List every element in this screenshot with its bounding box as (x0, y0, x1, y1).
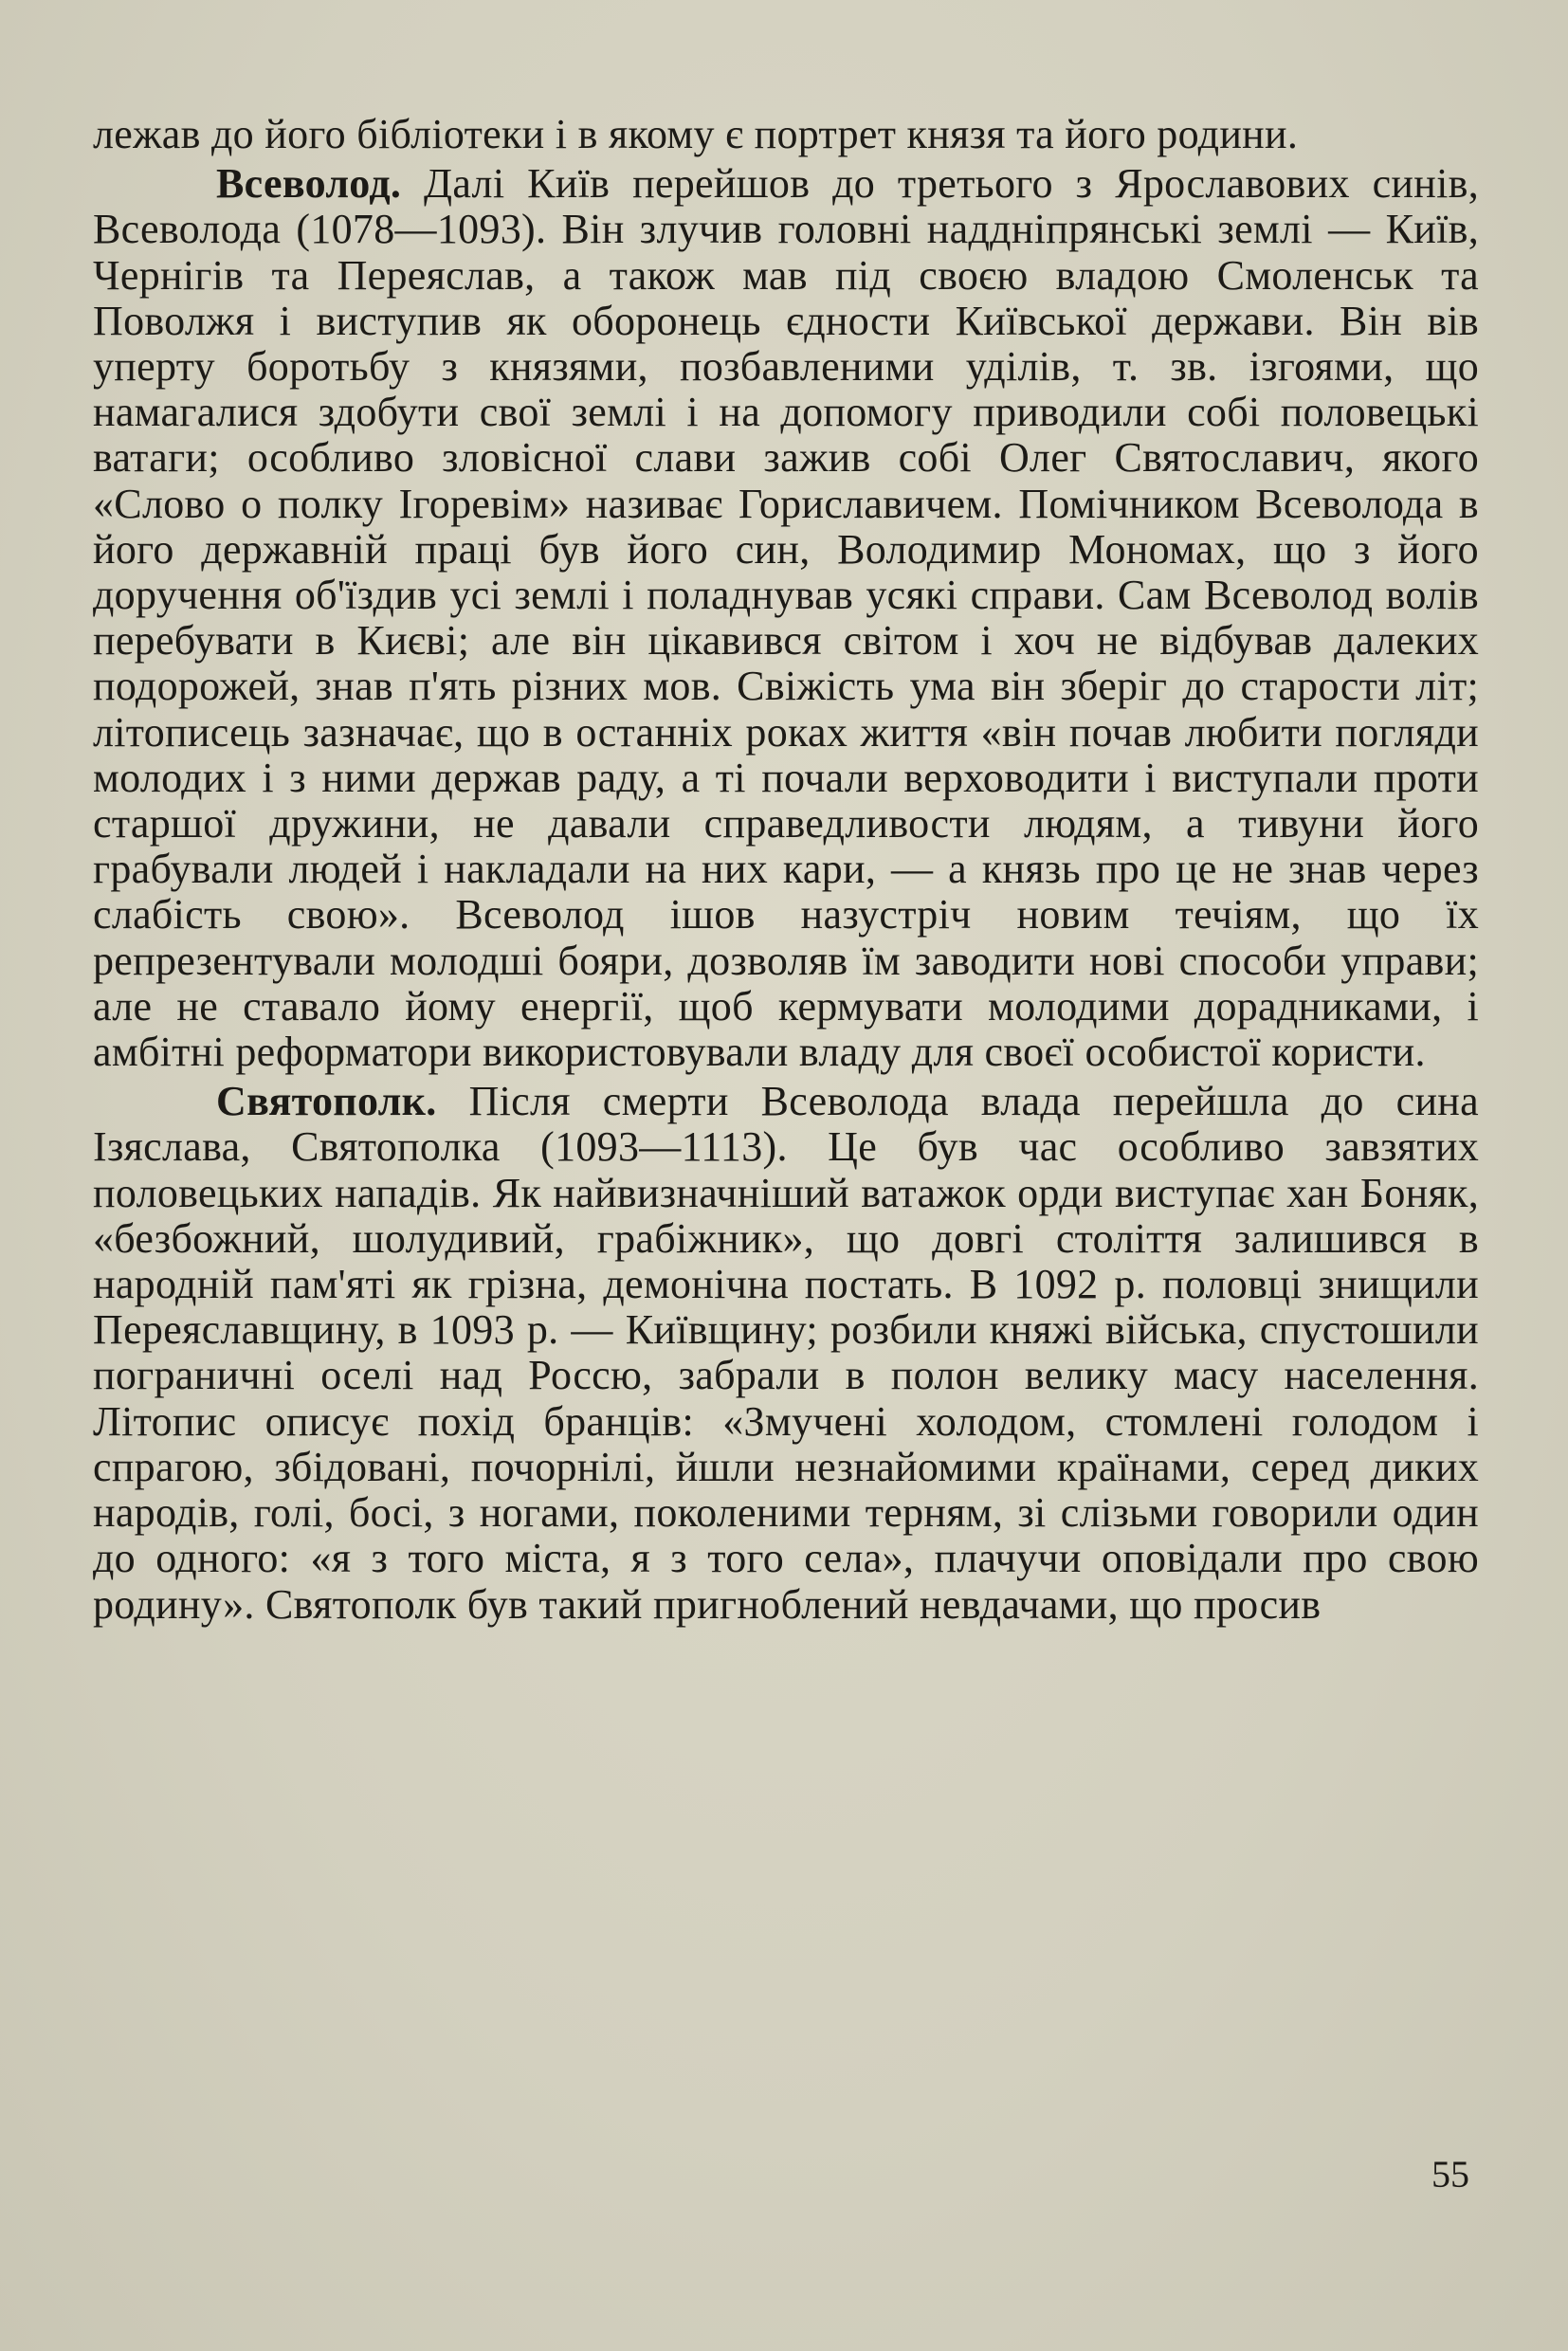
paragraph-continuation (93, 112, 1479, 157)
page-number: 55 (1431, 2153, 1469, 2196)
body-text (93, 112, 1479, 1628)
paragraph-sviatopolk (93, 1079, 1479, 1627)
paragraph-text: Далі Київ перейшов до третього з Ярославових синів, Всеволода (1078—1093). Він злучив головні наддніпрянські землі — Київ, Чернігів та Переяслав, а також мав під своєю владою Смоленськ та Поволжя і виступив як оборонець єдности Київської держави. Він вів уперту боротьбу з князями, позбавленими уділів, т. зв. ізгоями, що намагалися здобути свої землі і на допомогу приводили собі половецькі ватаги; особливо зловісної слави зажив собі Олег Святославич, якого «Слово о полку Ігоревім» називає Гориславичем. Помічником Всеволода в його державній праці був його син, Володимир Мономах, що з його доручення об'їздив усі землі і поладнував усякі справи. Сам Всеволод волів перебувати в Києві; але він цікавився світом і хоч не відбував далеких подорожей, знав п'ять різних мов. Свіжість ума він зберіг до старости літ; літописець зазначає, що в останніх роках життя «він почав любити погляди молодих і з ними держав раду, а ті почали верховодити і виступали проти старшої дружини, не давали справедливости людям, а тивуни його грабували людей і накладали на них кари, — а князь про це не знав через слабість свою». Всеволод ішов назустріч новим течіям, що їх репрезентували молодші бояри, дозволяв їм заводити нові способи управи; але не ставало йому енергії, щоб кермувати молодими дорадниками, і амбітні реформатори використовували владу для своєї особистої користи. (93, 160, 1479, 1076)
paragraph-text: лежав до його бібліотеки і в якому є портрет князя та його родини. (93, 111, 1299, 157)
section-lead-sviatopolk: Святополк. (216, 1078, 437, 1125)
paragraph-text: Після смерти Всеволода влада перейшла до сина Ізяслава, Святополка (1093—1113). Це був час особливо завзятих половецьких нападів. Як найвизначніший ватажок орди виступає хан Боняк, «безбожний, шолудивий, грабіжник», що довгі століття залишився в народній пам'яті як грізна, демонічна постать. В 1092 р. половці знищили Переяславщину, в 1093 р. — Київщину; розбили княжі війська, спустошили пограничні оселі над Россю, забрали в полон велику масу населення. Літопис описує похід бранців: «Змучені холодом, стомлені голодом і спрагою, збідовані, почорнілі, йшли незнайомими країнами, серед диких народів, голі, босі, з ногами, поколеними терням, зі слізьми говорили один до одного: «я з того міста, я з того села», плачучи оповідали про свою родину». Святополк був такий пригноблений невдачами, що просив (93, 1078, 1479, 1628)
paragraph-vsevolod (93, 161, 1479, 1075)
section-lead-vsevolod: Всеволод. (216, 160, 402, 208)
